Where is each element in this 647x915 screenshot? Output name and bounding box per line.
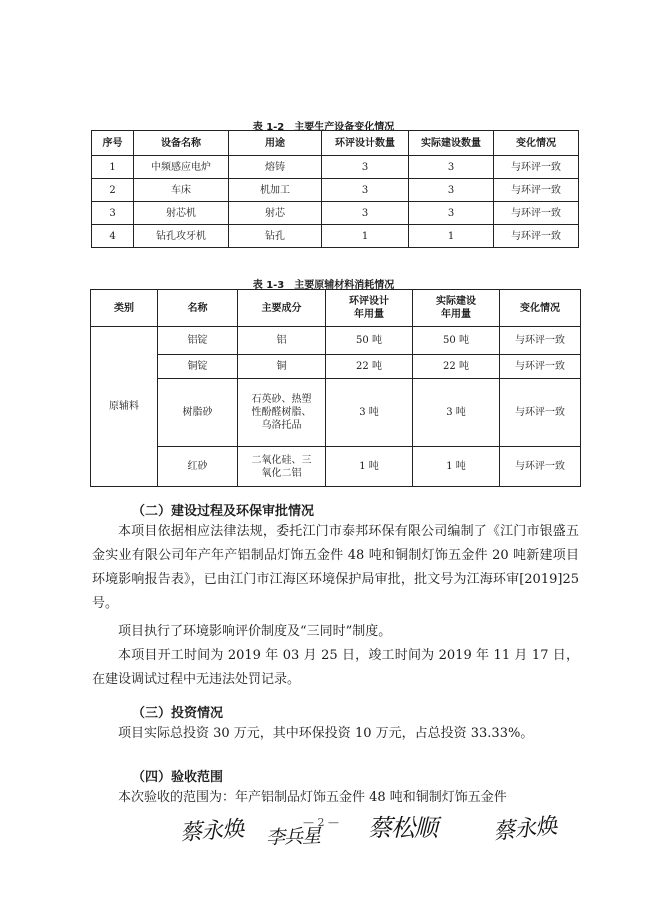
- table1-caption: 表 1-2 主要生产设备变化情况: [252, 122, 395, 133]
- table-cell: 树脂砂: [158, 379, 238, 447]
- table-cell: 中频感应电炉: [134, 156, 229, 179]
- table-cell: 22 吨: [326, 355, 413, 379]
- table-cell: 3: [409, 202, 494, 225]
- header-cell: 环评设计数量: [322, 131, 409, 156]
- paragraph: 本项目开工时间为 2019 年 03 月 25 日，竣工时间为 2019 年 11 月 17 日，在建设调试过程中无违法处罚记录。: [92, 648, 579, 687]
- table-cell: 车床: [134, 179, 229, 202]
- table-row: [92, 156, 579, 179]
- table-cell: 3: [92, 202, 134, 225]
- table-cell: 3: [322, 156, 409, 179]
- table-cell: 熔铸: [229, 156, 322, 179]
- table-row: [92, 202, 579, 225]
- table-header-row: [92, 131, 579, 156]
- header-cell: 设备名称: [134, 131, 229, 156]
- table-cell: 22 吨: [413, 355, 500, 379]
- signature: 蔡永焕: [492, 813, 558, 846]
- materials-table: [90, 289, 581, 487]
- table-row: [92, 179, 579, 202]
- paragraph: 本次验收的范围为：年产铝制品灯饰五金件 48 吨和铜制灯饰五金件: [118, 790, 507, 805]
- table-cell: 铜锭: [158, 355, 238, 379]
- table-cell: 铝: [238, 327, 326, 355]
- table-cell: 50 吨: [413, 327, 500, 355]
- table-cell: 石英砂、热塑 性酚醛树脂、 乌洛托品: [238, 379, 326, 447]
- table-cell: 1: [409, 225, 494, 248]
- table-cell: 与环评一致: [494, 202, 579, 225]
- table-cell: 铜: [238, 355, 326, 379]
- header-cell: 变化情况: [494, 131, 579, 156]
- table-cell: 4: [92, 225, 134, 248]
- category-cell: 原辅料: [91, 327, 158, 487]
- signature: 蔡松顺: [368, 814, 437, 842]
- table-cell: 3: [322, 179, 409, 202]
- table-row: [91, 355, 581, 379]
- table-cell: 机加工: [229, 179, 322, 202]
- table-cell: 3: [409, 179, 494, 202]
- section-title: （三）投资情况: [132, 706, 224, 721]
- section-title: （二）建设过程及环保审批情况: [132, 504, 315, 519]
- table-cell: 1: [92, 156, 134, 179]
- table-cell: 与环评一致: [500, 327, 581, 355]
- table-cell: 50 吨: [326, 327, 413, 355]
- signature: 李兵星: [265, 825, 321, 849]
- paragraph: 项目实际总投资 30 万元，其中环保投资 10 万元，占总投资 33.33%。: [118, 726, 534, 741]
- table-cell: 与环评一致: [494, 225, 579, 248]
- table-cell: 3 吨: [326, 379, 413, 447]
- section-title: （四）验收范围: [132, 770, 224, 785]
- header-cell: 主要成分: [238, 290, 326, 327]
- table-cell: 1: [322, 225, 409, 248]
- header-cell: 序号: [92, 131, 134, 156]
- equipment-table: [91, 130, 579, 248]
- table-cell: 与环评一致: [494, 179, 579, 202]
- paragraph: 本项目依据相应法律法规，委托江门市泰邦环保有限公司编制了《江门市银盛五金实业有限公司年产年产铝制品灯饰五金件 48 吨和铜制灯饰五金件 20 吨新建项目环境影响报告表》，已由江门市江海区环境保护局审批，批文号为江海环审[2019]25 号。: [92, 524, 579, 611]
- signature-area: [0, 800, 647, 860]
- table-cell: 射芯: [229, 202, 322, 225]
- header-cell: 名称: [158, 290, 238, 327]
- table-cell: 二氧化硅、三 氧化二铝: [238, 447, 326, 487]
- header-cell: 环评设计 年用量: [326, 290, 413, 327]
- table-cell: 2: [92, 179, 134, 202]
- header-cell: 用途: [229, 131, 322, 156]
- header-cell: 变化情况: [500, 290, 581, 327]
- table2-caption: 表 1-3 主要原辅材料消耗情况: [252, 280, 395, 291]
- table-row: [91, 447, 581, 487]
- table-cell: 3 吨: [413, 379, 500, 447]
- table-cell: 1 吨: [326, 447, 413, 487]
- table-cell: 1 吨: [413, 447, 500, 487]
- table-cell: 与环评一致: [494, 156, 579, 179]
- table-header-row: [91, 290, 581, 327]
- table-cell: 钻孔: [229, 225, 322, 248]
- table-cell: 3: [409, 156, 494, 179]
- table-cell: 与环评一致: [500, 379, 581, 447]
- table-cell: 钻孔攻牙机: [134, 225, 229, 248]
- table-row: [91, 327, 581, 355]
- header-cell: 实际建设 年用量: [413, 290, 500, 327]
- header-cell: 实际建设数量: [409, 131, 494, 156]
- table-row: [92, 225, 579, 248]
- table-cell: 红砂: [158, 447, 238, 487]
- table-cell: 铝锭: [158, 327, 238, 355]
- signature: 蔡永焕: [179, 816, 244, 847]
- table-cell: 3: [322, 202, 409, 225]
- paragraph: 项目执行了环境影响评价制度及“三同时”制度。: [118, 624, 392, 639]
- table-cell: 与环评一致: [500, 355, 581, 379]
- table-row: [91, 379, 581, 447]
- table-cell: 与环评一致: [500, 447, 581, 487]
- header-cell: 类别: [91, 290, 158, 327]
- page-number: — 2 —: [303, 816, 339, 829]
- table-cell: 射芯机: [134, 202, 229, 225]
